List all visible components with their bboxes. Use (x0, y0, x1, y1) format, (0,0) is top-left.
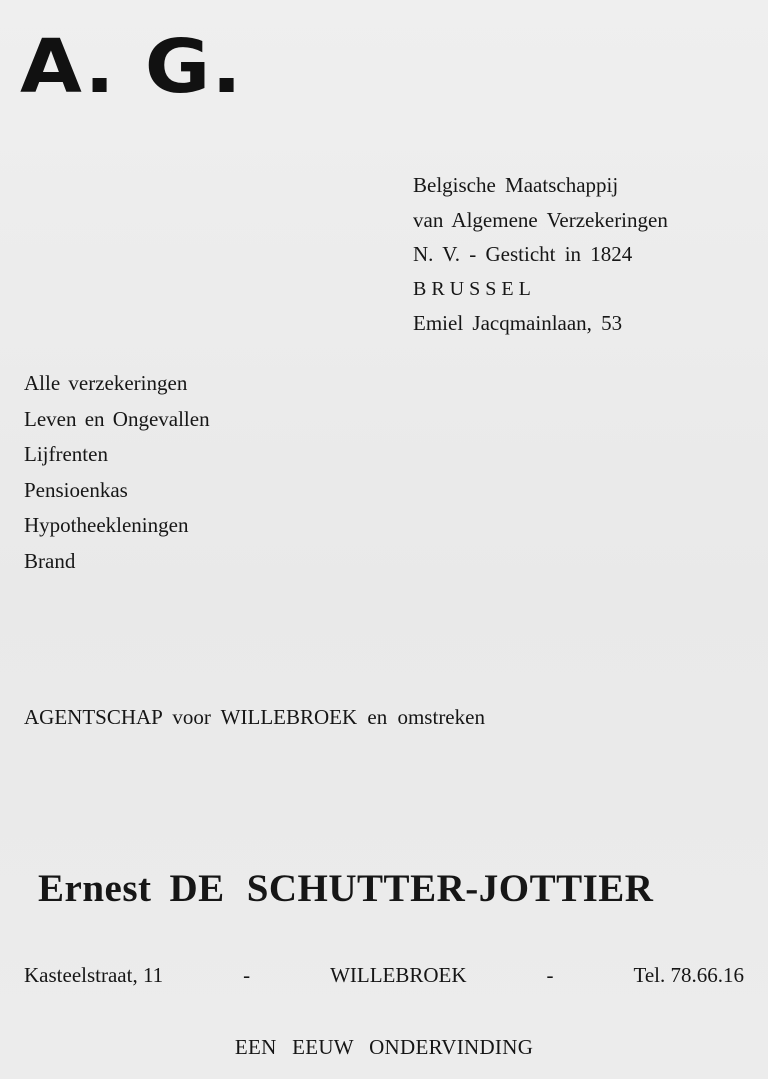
service-item: Leven en Ongevallen (24, 406, 210, 431)
contact-phone: Tel. 78.66.16 (633, 963, 744, 987)
slogan: EEN EEUW ONDERVINDING (234, 1035, 534, 1059)
agent-particle: DE (169, 867, 225, 910)
services-list (24, 366, 210, 579)
contact-street: Kasteelstraat, 11 (24, 963, 164, 987)
company-name-line-1: Belgische Maatschappij (413, 173, 619, 197)
agent-first-name: Ernest (38, 867, 152, 910)
contact-separator: - (546, 963, 554, 987)
agency-line: AGENTSCHAP voor WILLEBROEK en omstreken (24, 705, 485, 729)
service-item: Hypotheekleningen (24, 513, 189, 537)
company-logo: A. G. (20, 24, 243, 110)
company-founded: N. V. - Gesticht in 1824 (413, 242, 633, 266)
company-city: BRUSSEL (413, 277, 536, 300)
agent-surname: SCHUTTER-JOTTIER (246, 867, 654, 910)
agent-name (38, 868, 653, 911)
contact-separator: - (243, 963, 251, 987)
service-item: Pensioenkas (24, 477, 128, 502)
company-address (413, 168, 668, 341)
contact-town: WILLEBROEK (330, 963, 467, 987)
service-item: Lijfrenten (24, 442, 108, 466)
company-street: Emiel Jacqmainlaan, 53 (413, 311, 623, 335)
company-name-line-2: van Algemene Verzekeringen (413, 207, 668, 232)
service-item: Alle verzekeringen (24, 371, 188, 395)
contact-line (24, 960, 744, 990)
service-item: Brand (24, 548, 76, 573)
